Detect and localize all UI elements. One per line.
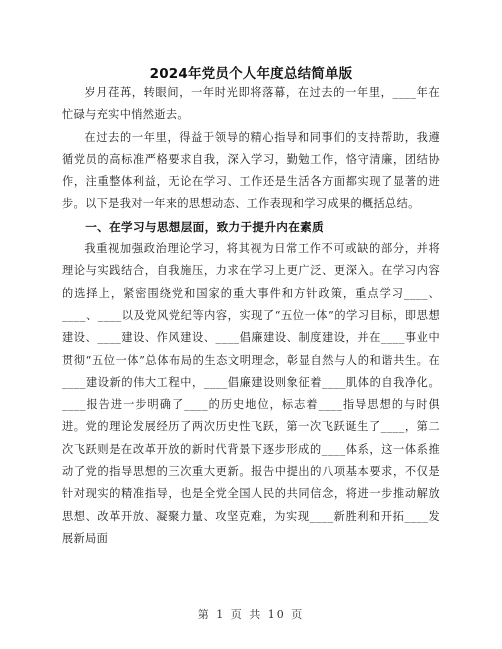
section-heading: 一、在学习与思想层面，致力于提升内在素质 (85, 219, 325, 234)
page-number: 第 1 页 共 10 页 (197, 608, 305, 621)
document-title: 2024年党员个人年度总结简单版 (149, 66, 353, 82)
summary-paragraph: 在过去的一年里，得益于领导的精心指导和同事们的支持帮助，我遵循党员的高标准严格要求自我，深入学习，勤勉工作，恪守清廉，团结协作，注重整体利益，无论在学习、工作还是生活各方面都实现了显著的进步。以下是我对一年来的思想动态、工作表现和学习成果的概括总结。 (62, 130, 440, 211)
section-paragraph: 我重视加强政治理论学习，将其视为日常工作不可或缺的部分，并将理论与实践结合，自我施压，力求在学习上更广泛、更深入。在学习内容的选择上，紧密围绕党和国家的重大事件和方针政策，重点学习____、____、____以及党风党纪等内容，实现了“五位一体”的学习目标，即思想建设、____建设、作风建设、____倡廉建设、制度建设，并在____事业中贯彻“五位一体”总体布局的生态文明理念，彰显自然与人的和谐共生。在____建设新的伟大工程中，____倡廉建设则象征着____肌体的自我净化。____报告进一步明确了____的历史地位，标志着____指导思想的与时俱进。党的理论发展经历了两次历史性飞跃，第一次飞跃诞生了____，第二次飞跃则是在改革开放的新时代背景下逐步形成的____体系，这一体系推动了党的指导思想的三次重大更新。报告中提出的八项基本要求，不仅是针对现实的精准指导，也是全党全国人民的共同信念，将进一步推动解放思想、改革开放、凝聚力量、攻坚克难，为实现____新胜利和开拓____发展新局面 (62, 242, 440, 545)
document-body (62, 82, 440, 550)
intro-paragraph: 岁月荏苒，转眼间，一年时光即将落幕，在过去的一年里，____年在忙碌与充实中悄然逝去。 (62, 86, 440, 122)
